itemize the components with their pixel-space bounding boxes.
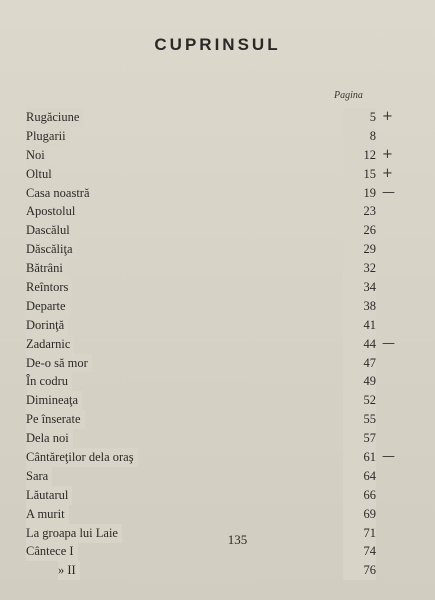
toc-entry-page: 26 (343, 221, 376, 240)
toc-entry (26, 127, 408, 146)
toc-entry-title: În codru (26, 372, 72, 391)
toc-entry-page: 38 (343, 297, 376, 316)
page-number: 135 (227, 532, 248, 547)
handwritten-mark: — (382, 335, 395, 351)
handwritten-mark: — (382, 449, 395, 465)
toc-entry-title: » II (58, 561, 80, 580)
toc-entry-title: Cântece I (26, 542, 78, 561)
toc-entry-title: Dimineaţa (26, 391, 82, 410)
toc-entry-title: Plugarii (26, 127, 70, 146)
toc-entry-title: Dela noi (26, 429, 73, 448)
toc-entry-title: Zadarnic (26, 335, 74, 354)
toc-entry-title: Sara (26, 467, 52, 486)
toc-entry-title: De-o să mor (26, 354, 92, 373)
toc-entry (26, 108, 408, 127)
column-header-page: Pagina (334, 90, 363, 101)
toc-entry-page: 64 (343, 467, 376, 486)
toc-entry-page: 61 (343, 448, 376, 467)
toc-entry-title: Noi (26, 146, 49, 165)
toc-entry-title: Departe (26, 297, 70, 316)
toc-entry-page: 49 (343, 372, 376, 391)
toc-entry-title: Casa noastră (26, 184, 94, 203)
toc-entry (26, 372, 408, 391)
toc-entry-page: 66 (343, 486, 376, 505)
handwritten-mark: — (382, 184, 395, 200)
toc-entry-page: 76 (343, 561, 376, 580)
toc-entry-page: 8 (343, 127, 376, 146)
toc-entry-page: 29 (343, 240, 376, 259)
toc-entry (26, 410, 408, 429)
toc-entry-title: A murit (26, 505, 69, 524)
toc-entry (26, 316, 408, 335)
toc-entry-title: Dăscăliţa (26, 240, 77, 259)
handwritten-mark: + (382, 109, 393, 124)
toc-entry-page: 74 (343, 542, 376, 561)
toc-entry-title: Bătrâni (26, 259, 67, 278)
toc-entry (26, 184, 408, 203)
toc-entry (26, 429, 408, 448)
toc-entry (26, 335, 408, 354)
toc-entry (26, 259, 408, 278)
toc-entry (26, 448, 408, 467)
toc-entry-page: 47 (343, 354, 376, 373)
toc-entry-page: 71 (343, 524, 376, 543)
toc-entry-page: 55 (343, 410, 376, 429)
toc-entry (26, 354, 408, 373)
toc-entry-page: 12 (343, 146, 376, 165)
toc-entry-page: 69 (343, 505, 376, 524)
toc-entry-title: Cântăreţilor dela oraş (26, 448, 138, 467)
toc-entry-page: 52 (343, 391, 376, 410)
toc-entry-page: 32 (343, 259, 376, 278)
toc-entry-page: 41 (343, 316, 376, 335)
table-of-contents (26, 108, 408, 580)
toc-entry-page: 19 (343, 184, 376, 203)
handwritten-mark: + (382, 146, 393, 162)
toc-entry (26, 297, 408, 316)
toc-entry (26, 391, 408, 410)
toc-entry-page: 57 (343, 429, 376, 448)
toc-entry (26, 486, 408, 505)
toc-entry-title: La groapa lui Laie (26, 524, 122, 543)
toc-entry (26, 221, 408, 240)
toc-entry (26, 278, 408, 297)
toc-entry-page: 34 (343, 278, 376, 297)
toc-entry-title: Dorinţă (26, 316, 68, 335)
toc-entry-page: 15 (343, 165, 376, 184)
toc-entry-title: Reîntors (26, 278, 72, 297)
toc-entry-title: Oltul (26, 165, 56, 184)
toc-entry-title: Apostolul (26, 202, 79, 221)
toc-entry (26, 240, 408, 259)
toc-entry-title: Rugăciune (26, 108, 83, 127)
toc-entry (26, 202, 408, 221)
toc-entry (26, 561, 408, 580)
toc-entry (26, 146, 408, 165)
toc-entry-title: Pe înserate (26, 410, 85, 429)
handwritten-mark: + (382, 165, 393, 181)
toc-entry-title: Lăutarul (26, 486, 72, 505)
toc-entry (26, 467, 408, 486)
toc-entry-page: 23 (343, 202, 376, 221)
page-title: CUPRINSUL (154, 35, 281, 54)
toc-entry (26, 505, 408, 524)
toc-entry (26, 165, 408, 184)
toc-entry-title: Dascălul (26, 221, 74, 240)
toc-entry-page: 44 (343, 335, 376, 354)
toc-entry-page: 5 (343, 108, 376, 127)
